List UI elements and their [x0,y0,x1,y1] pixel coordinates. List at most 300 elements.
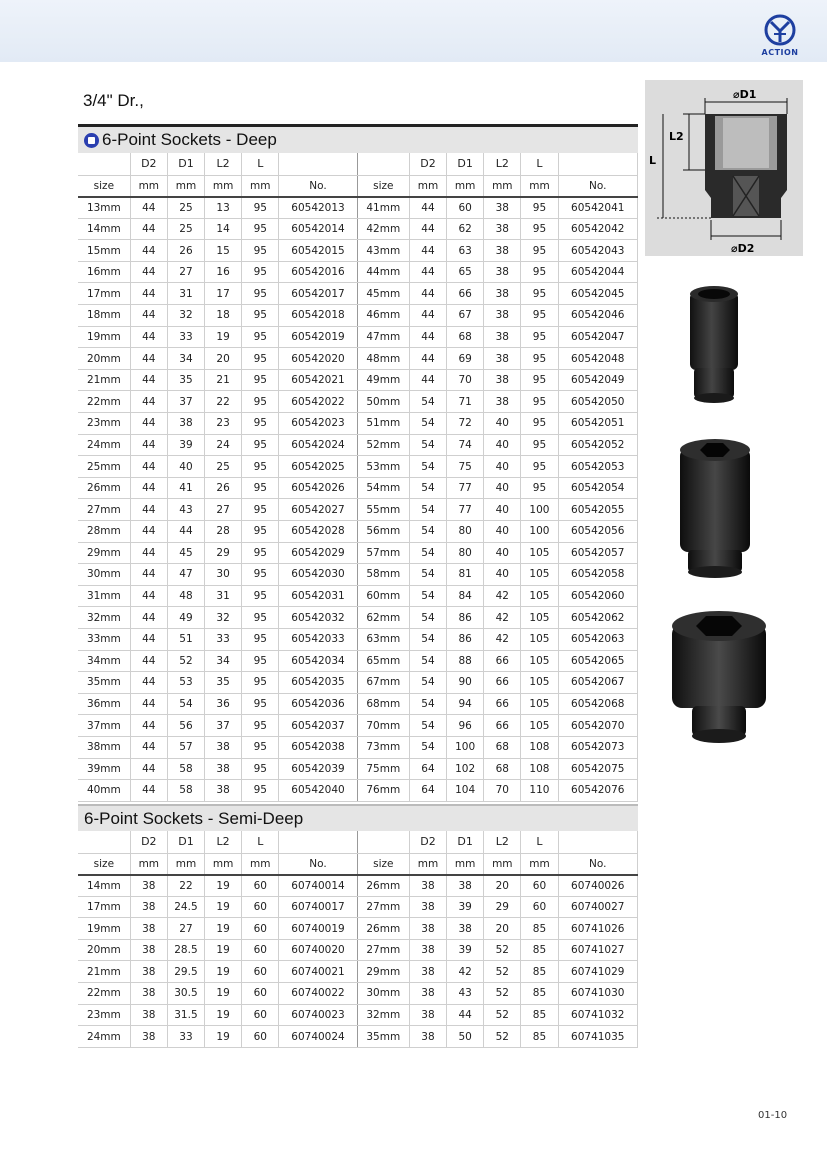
size-cell: 31mm [78,585,130,607]
table-row [78,758,638,780]
size-cell: 44mm [357,261,409,283]
dimension-cell: 44 [130,521,167,543]
dimension-cell: 64 [409,780,446,802]
dimension-cell: 44 [130,607,167,629]
size-cell: 67mm [357,672,409,694]
dimension-cell: 38 [409,1004,446,1026]
dimension-cell: 60 [242,1026,279,1048]
dimension-cell: 100 [521,521,558,543]
size-cell: 54mm [357,477,409,499]
size-cell: 13mm [78,197,130,219]
table-row [78,218,638,240]
dimension-cell: 95 [521,283,558,305]
dimension-cell: 32 [205,607,242,629]
dimension-cell: 44 [130,715,167,737]
part-number-cell: 60542043 [558,240,637,262]
size-cell: 20mm [78,348,130,370]
table-row [78,939,638,961]
part-number-cell: 60741030 [558,983,637,1005]
dimension-cell: 34 [205,650,242,672]
unit-header: mm [447,853,484,875]
dimension-cell: 38 [130,983,167,1005]
dimension-cell: 54 [409,564,446,586]
dimension-cell: 44 [130,218,167,240]
dimension-cell: 60 [242,896,279,918]
part-number-cell: 60542024 [279,434,357,456]
dimension-cell: 49 [167,607,204,629]
semi-section-header [78,804,638,831]
dimension-cell: 95 [242,477,279,499]
part-number-header: No. [279,853,357,875]
dimension-cell: 77 [447,499,484,521]
dimension-cell: 35 [167,369,204,391]
size-cell: 24mm [78,434,130,456]
dimension-cell: 68 [447,326,484,348]
dimension-cell: 38 [484,240,521,262]
dimension-cell: 19 [205,896,242,918]
table-row [78,715,638,737]
part-number-cell: 60542051 [558,413,637,435]
size-header: size [357,853,409,875]
dimension-cell: 17 [205,283,242,305]
table-row [78,326,638,348]
size-cell: 68mm [357,693,409,715]
dimension-cell: 33 [167,326,204,348]
size-header: size [78,853,130,875]
header-blank [279,153,357,175]
diagram-l2-label: L2 [669,130,684,143]
dimension-cell: 86 [447,607,484,629]
dimension-cell: 54 [409,672,446,694]
part-number-cell: 60542049 [558,369,637,391]
dimension-cell: 85 [521,983,558,1005]
dimension-cell: 39 [447,939,484,961]
table-row [78,391,638,413]
dimension-cell: 44 [130,348,167,370]
table-row [78,780,638,802]
dimension-cell: 105 [521,607,558,629]
part-number-cell: 60542022 [279,391,357,413]
dimension-cell: 105 [521,628,558,650]
dimension-cell: 38 [167,413,204,435]
dimension-cell: 38 [409,875,446,897]
part-number-cell: 60740027 [558,896,637,918]
dimension-cell: 105 [521,585,558,607]
dimension-cell: 75 [447,456,484,478]
dimension-cell: 95 [242,240,279,262]
table-row [78,607,638,629]
dimension-cell: 95 [242,391,279,413]
dimension-cell: 40 [484,499,521,521]
diagram-l-label: L [649,154,657,167]
column-header: L2 [205,153,242,175]
dimension-cell: 108 [521,736,558,758]
column-header: L [521,831,558,853]
socket-photo-small [680,282,748,406]
dimension-cell: 31 [167,283,204,305]
part-number-cell: 60542032 [279,607,357,629]
table-row [78,983,638,1005]
dimension-cell: 54 [409,456,446,478]
table-row [78,521,638,543]
dimension-cell: 95 [242,434,279,456]
part-number-cell: 60542029 [279,542,357,564]
header-blank [357,153,409,175]
part-number-cell: 60542016 [279,261,357,283]
size-cell: 26mm [78,477,130,499]
dimension-cell: 95 [242,758,279,780]
part-number-cell: 60542070 [558,715,637,737]
dimension-cell: 44 [409,283,446,305]
dimension-cell: 104 [447,780,484,802]
table-row [78,283,638,305]
drive-title: 3/4" Dr., [83,91,144,110]
dimension-cell: 43 [447,983,484,1005]
dimension-cell: 95 [242,261,279,283]
column-header: L [521,153,558,175]
size-cell: 65mm [357,650,409,672]
column-header: D2 [409,153,446,175]
part-number-cell: 60741027 [558,939,637,961]
dimension-cell: 42 [484,628,521,650]
deep-section-header [78,124,638,153]
unit-header: mm [167,853,204,875]
dimension-cell: 95 [242,542,279,564]
part-number-cell: 60542025 [279,456,357,478]
unit-header: mm [447,175,484,197]
dimension-cell: 95 [521,391,558,413]
dimension-cell: 96 [447,715,484,737]
part-number-cell: 60741035 [558,1026,637,1048]
dimension-cell: 95 [521,477,558,499]
dimension-cell: 19 [205,326,242,348]
size-cell: 15mm [78,240,130,262]
header-band [0,0,827,62]
column-header: L2 [484,831,521,853]
dimension-cell: 64 [409,758,446,780]
dimension-cell: 95 [521,197,558,219]
table-row [78,305,638,327]
dimension-cell: 37 [205,715,242,737]
column-header: D1 [167,831,204,853]
dimension-cell: 85 [521,961,558,983]
unit-header: mm [409,853,446,875]
size-cell: 29mm [78,542,130,564]
size-cell: 27mm [357,896,409,918]
size-cell: 32mm [357,1004,409,1026]
part-number-cell: 60542020 [279,348,357,370]
size-cell: 26mm [357,918,409,940]
column-header: D2 [130,831,167,853]
size-cell: 38mm [78,736,130,758]
part-number-cell: 60542054 [558,477,637,499]
dimension-cell: 38 [484,369,521,391]
table-row [78,1004,638,1026]
size-cell: 30mm [357,983,409,1005]
dimension-cell: 100 [447,736,484,758]
dimension-cell: 44 [130,413,167,435]
size-cell: 32mm [78,607,130,629]
part-number-header: No. [279,175,357,197]
dimension-cell: 54 [167,693,204,715]
dimension-cell: 14 [205,218,242,240]
dimension-cell: 38 [484,218,521,240]
dimension-cell: 95 [242,672,279,694]
size-cell: 36mm [78,693,130,715]
part-number-cell: 60741026 [558,918,637,940]
dimension-cell: 31.5 [167,1004,204,1026]
size-cell: 26mm [357,875,409,897]
table-row [78,693,638,715]
dimension-cell: 95 [242,369,279,391]
dimension-cell: 38 [205,736,242,758]
part-number-cell: 60542027 [279,499,357,521]
part-number-cell: 60542035 [279,672,357,694]
dimension-cell: 38 [409,1026,446,1048]
size-cell: 27mm [78,499,130,521]
size-cell: 35mm [357,1026,409,1048]
size-cell: 33mm [78,628,130,650]
size-cell: 16mm [78,261,130,283]
dimension-cell: 24 [205,434,242,456]
dimension-cell: 58 [167,758,204,780]
dimension-cell: 44 [130,542,167,564]
dimension-cell: 90 [447,672,484,694]
dimension-cell: 100 [521,499,558,521]
part-number-cell: 60740017 [279,896,357,918]
dimension-cell: 19 [205,939,242,961]
dimension-cell: 27 [167,918,204,940]
dimension-cell: 19 [205,1004,242,1026]
dimension-cell: 95 [242,628,279,650]
dimension-cell: 66 [484,715,521,737]
dimension-cell: 36 [205,693,242,715]
dimension-cell: 38 [484,283,521,305]
part-number-cell: 60542023 [279,413,357,435]
dimension-cell: 66 [484,650,521,672]
size-cell: 51mm [357,413,409,435]
dimension-cell: 54 [409,542,446,564]
dimension-cell: 50 [447,1026,484,1048]
dimension-cell: 19 [205,1026,242,1048]
dimension-cell: 54 [409,585,446,607]
part-number-header: No. [558,175,637,197]
dimension-cell: 95 [242,456,279,478]
dimension-cell: 66 [447,283,484,305]
dimension-cell: 44 [130,391,167,413]
part-number-cell: 60542028 [279,521,357,543]
dimension-cell: 95 [242,218,279,240]
part-number-cell: 60740024 [279,1026,357,1048]
size-cell: 37mm [78,715,130,737]
dimension-cell: 22 [167,875,204,897]
part-number-cell: 60740019 [279,918,357,940]
dimension-cell: 54 [409,628,446,650]
dimension-cell: 45 [167,542,204,564]
dimension-cell: 52 [167,650,204,672]
part-number-cell: 60542033 [279,628,357,650]
dimension-cell: 40 [484,456,521,478]
size-cell: 52mm [357,434,409,456]
dimension-cell: 33 [205,628,242,650]
column-header: D1 [447,153,484,175]
deep-section-title: 6-Point Sockets - Deep [102,130,277,149]
part-number-cell: 60542068 [558,693,637,715]
dimension-cell: 39 [167,434,204,456]
dimension-cell: 44 [130,650,167,672]
part-number-cell: 60542030 [279,564,357,586]
dimension-cell: 40 [167,456,204,478]
part-number-cell: 60542014 [279,218,357,240]
size-cell: 76mm [357,780,409,802]
dimension-cell: 38 [130,961,167,983]
size-cell: 22mm [78,983,130,1005]
size-cell: 24mm [78,1026,130,1048]
dimension-cell: 81 [447,564,484,586]
dimension-cell: 42 [484,585,521,607]
dimension-cell: 60 [242,961,279,983]
dimension-cell: 102 [447,758,484,780]
dimension-cell: 110 [521,780,558,802]
part-number-cell: 60740014 [279,875,357,897]
dimension-cell: 65 [447,261,484,283]
size-cell: 62mm [357,607,409,629]
table-row [78,240,638,262]
header-blank [78,831,130,853]
size-cell: 14mm [78,875,130,897]
dimension-cell: 95 [242,413,279,435]
dimension-cell: 54 [409,413,446,435]
part-number-cell: 60542058 [558,564,637,586]
dimension-cell: 105 [521,650,558,672]
part-number-cell: 60542037 [279,715,357,737]
dimension-cell: 40 [484,542,521,564]
size-cell: 49mm [357,369,409,391]
part-number-cell: 60542067 [558,672,637,694]
size-cell: 17mm [78,896,130,918]
part-number-cell: 60542013 [279,197,357,219]
dimension-cell: 44 [130,693,167,715]
bullet-icon [84,133,99,148]
dimension-cell: 44 [130,564,167,586]
dimension-cell: 44 [130,369,167,391]
dimension-cell: 44 [130,499,167,521]
size-header: size [357,175,409,197]
size-cell: 23mm [78,1004,130,1026]
dimension-cell: 60 [242,1004,279,1026]
dimension-cell: 34 [167,348,204,370]
header-blank [279,831,357,853]
dimension-cell: 95 [521,369,558,391]
dimension-cell: 95 [242,564,279,586]
dimension-cell: 29 [484,896,521,918]
size-cell: 53mm [357,456,409,478]
dimension-cell: 42 [447,961,484,983]
part-number-cell: 60542050 [558,391,637,413]
dimension-cell: 41 [167,477,204,499]
dimension-cell: 44 [167,521,204,543]
dimension-cell: 18 [205,305,242,327]
dimension-cell: 95 [242,650,279,672]
dimension-cell: 54 [409,736,446,758]
dimension-cell: 44 [130,477,167,499]
page-number: 01-10 [758,1110,788,1121]
dimension-cell: 95 [242,326,279,348]
table-row [78,369,638,391]
table-row [78,477,638,499]
size-cell: 40mm [78,780,130,802]
part-number-cell: 60542021 [279,369,357,391]
part-number-cell: 60542062 [558,607,637,629]
part-number-cell: 60542056 [558,521,637,543]
part-number-cell: 60741029 [558,961,637,983]
dimension-cell: 23 [205,413,242,435]
dimension-cell: 44 [130,628,167,650]
size-cell: 45mm [357,283,409,305]
dimension-cell: 44 [130,434,167,456]
size-cell: 34mm [78,650,130,672]
table-row [78,736,638,758]
size-cell: 25mm [78,456,130,478]
logo-text: ACTION [761,48,799,57]
size-cell: 63mm [357,628,409,650]
dimension-cell: 44 [409,348,446,370]
dimension-cell: 95 [521,326,558,348]
dimension-cell: 38 [130,918,167,940]
dimension-cell: 44 [409,240,446,262]
dimension-cell: 95 [242,585,279,607]
dimension-cell: 70 [447,369,484,391]
part-number-cell: 60542065 [558,650,637,672]
dimension-cell: 38 [205,758,242,780]
dimension-cell: 47 [167,564,204,586]
dimension-cell: 88 [447,650,484,672]
dimension-cell: 68 [484,736,521,758]
table-row [78,197,638,219]
size-cell: 55mm [357,499,409,521]
table-row [78,564,638,586]
dimension-cell: 38 [409,961,446,983]
dimension-cell: 15 [205,240,242,262]
dimension-cell: 38 [484,326,521,348]
dimension-cell: 95 [521,348,558,370]
dimension-cell: 54 [409,434,446,456]
dimension-cell: 38 [409,918,446,940]
dimension-cell: 32 [167,305,204,327]
dimension-cell: 70 [484,780,521,802]
dimension-cell: 53 [167,672,204,694]
unit-header: mm [409,175,446,197]
table-row [78,896,638,918]
part-number-cell: 60740021 [279,961,357,983]
dimension-cell: 38 [484,197,521,219]
dimension-cell: 95 [521,456,558,478]
dimension-cell: 33 [167,1026,204,1048]
size-cell: 21mm [78,369,130,391]
dimension-cell: 60 [242,918,279,940]
dimension-cell: 44 [130,326,167,348]
dimension-cell: 105 [521,564,558,586]
header-blank [78,153,130,175]
dimension-cell: 38 [447,918,484,940]
dimension-cell: 44 [130,780,167,802]
size-cell: 43mm [357,240,409,262]
dimension-cell: 60 [447,197,484,219]
dimension-cell: 30 [205,564,242,586]
table-row [78,261,638,283]
size-cell: 50mm [357,391,409,413]
dimension-cell: 30.5 [167,983,204,1005]
